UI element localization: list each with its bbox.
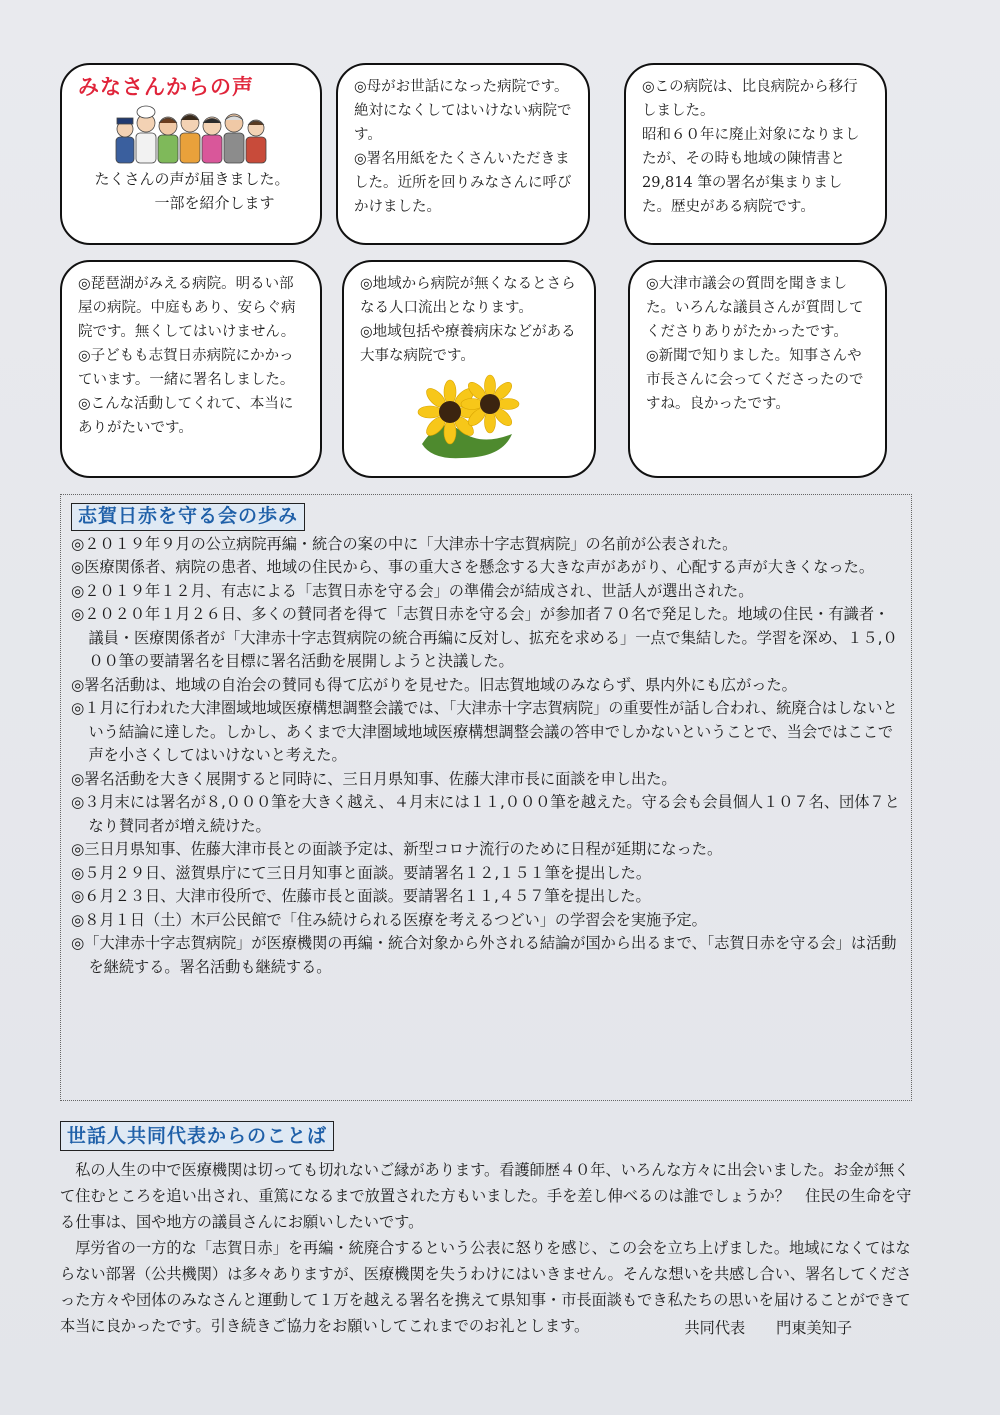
history-section bbox=[60, 494, 912, 1101]
list-item: ◎署名活動は、地域の自治会の賛同も得て広がりを見せた。旧志賀地域のみならず、県内外にも広がった。 bbox=[71, 675, 797, 694]
message-body bbox=[60, 1157, 912, 1339]
people-illustration bbox=[108, 103, 276, 165]
voice-box bbox=[60, 260, 322, 478]
message-section bbox=[60, 1121, 912, 1339]
list-item: ◎２０１９年１２月、有志による「志賀日赤を守る会」の準備会が結成され、世話人が選出された。 bbox=[71, 581, 754, 600]
message-title: 世話人共同代表からのことば bbox=[60, 1121, 334, 1151]
signature-name: 門東美知子 bbox=[776, 1319, 852, 1337]
list-item: ◎医療関係者、病院の患者、地域の住民から、事の重大さを懸念する大きな声があがり、心配する声が大きくなった。 bbox=[71, 558, 875, 576]
message-paragraph: 厚労省の一方的な「志賀日赤」を再編・統廃合するという公表に怒りを感じ、この会を立ち上げました。地域になくてはならない部署（公共機関）は多々ありますが、医療機関を失うわけにはいきません。そんな想いを共感し合い、署名してくださった方々や団体のみなさんと運動して１万を越える署名を携えて県知事・市長面談もでき私たちの思いを届けることができて本当に良かったです。引き続きご協力をお願いしてこれまでのお礼とします。 bbox=[60, 1239, 912, 1335]
voice-box bbox=[624, 63, 887, 245]
voice-text: ◎地域から病院が無くなるとさらなる人口流出となります。 ◎地域包括や療養病床などがある大事な病院です。 bbox=[360, 276, 576, 364]
list-item: ◎３月末には署名が８,０００筆を大きく越え、４月末には１１,０００筆を越えた。守る会も会員個人１０７名、団体７となり賛同者が増え続けた。 bbox=[71, 793, 900, 835]
list-item: ◎２０１９年９月の公立病院再編・統合の案の中に「大津赤十字志賀病院」の名前が公表された。 bbox=[71, 534, 738, 553]
history-title: 志賀日赤を守る会の歩み bbox=[71, 503, 305, 531]
voice-text: ◎この病院は、比良病院から移行しました。 昭和６０年に廃止対象になりましたが、その時も地域の陳情書と29,814 筆の署名が集まりました。歴史がある病院です。 bbox=[642, 79, 860, 215]
voices-intro-text: たくさんの声が届きました。 一部を紹介します bbox=[94, 170, 290, 212]
voice-box bbox=[342, 260, 596, 478]
list-item: ◎「大津赤十字志賀病院」が医療機関の再編・統合対象から外される結論が国から出るまで、「志賀日赤を守る会」は活動を継続する。署名活動も継続する。 bbox=[71, 934, 897, 976]
voice-text: ◎母がお世話になった病院です。絶対になくしてはいけない病院です。 ◎署名用紙をたくさんいただきました。近所を回りみなさんに呼びかけました。 bbox=[354, 79, 572, 215]
list-item: ◎６月２３日、大津市役所で、佐藤市長と面談。要請署名１１,４５７筆を提出した。 bbox=[71, 887, 651, 905]
signature bbox=[658, 1315, 852, 1341]
list-item: ◎５月２９日、滋賀県庁にて三日月知事と面談。要請署名１２,１５１筆を提出した。 bbox=[71, 863, 652, 882]
voice-box bbox=[336, 63, 590, 245]
message-paragraph: 私の人生の中で医療機関は切っても切れないご縁があります。看護師歴４０年、いろんな方々に出会いました。お金が無くて住むところを追い出され、重篤になるまで放置された方もいました。手を差し伸べるのは誰でしょうか？ 住民の生命を守る仕事は、国や地方の議員さんにお願いしたいです。 bbox=[60, 1161, 912, 1231]
list-item: ◎１月に行われた大津圏域地域医療構想調整会議では、「大津赤十字志賀病院」の重要性が話し合われ、統廃合はしないという結論に達した。しかし、あくまで大津圏域地域医療構想調整会議の答申でしかないということで、当会ではここで声を小さくしてはいけないと考えた。 bbox=[71, 699, 898, 764]
signature-role: 共同代表 bbox=[684, 1319, 746, 1337]
history-list bbox=[71, 533, 903, 980]
list-item: ◎三日月県知事、佐藤大津市長との面談予定は、新型コロナ流行のために日程が延期になった。 bbox=[71, 840, 723, 858]
voices-intro-box bbox=[60, 63, 322, 245]
voices-title: みなさんからの声 bbox=[78, 74, 254, 99]
voice-text: ◎大津市議会の質問を聞きました。いろんな議員さんが質問してくださりありがたかったです。 ◎新聞で知りました。知事さんや市長さんに会ってくださったのですね。良かったです。 bbox=[646, 276, 864, 412]
list-item: ◎８月１日（土）木戸公民館で「住み続けられる医療を考えるつどい」の学習会を実施予定。 bbox=[71, 910, 707, 929]
voice-box bbox=[628, 260, 887, 478]
sunflower-illustration bbox=[402, 374, 532, 462]
voice-text: ◎琵琶湖がみえる病院。明るい部屋の病院。中庭もあり、安らぐ病院です。無くしてはいけません。 ◎子どもも志賀日赤病院にかかっています。一緒に署名しました。 ◎こんな活動してくれて、本当にありがたいです。 bbox=[78, 276, 296, 436]
list-item: ◎２０２０年１月２６日、多くの賛同者を得て「志賀日赤を守る会」が参加者７０名で発足した。地域の住民・有識者・議員・医療関係者が「大津赤十字志賀病院の統合再編に反対し、拡充を求める」一点で集結した。学習を深め、１５,０００筆の要請署名を目標に署名活動を展開しようと決議した。 bbox=[71, 605, 898, 670]
list-item: ◎署名活動を大きく展開すると同時に、三日月県知事、佐藤大津市長に面談を申し出た。 bbox=[71, 769, 677, 788]
